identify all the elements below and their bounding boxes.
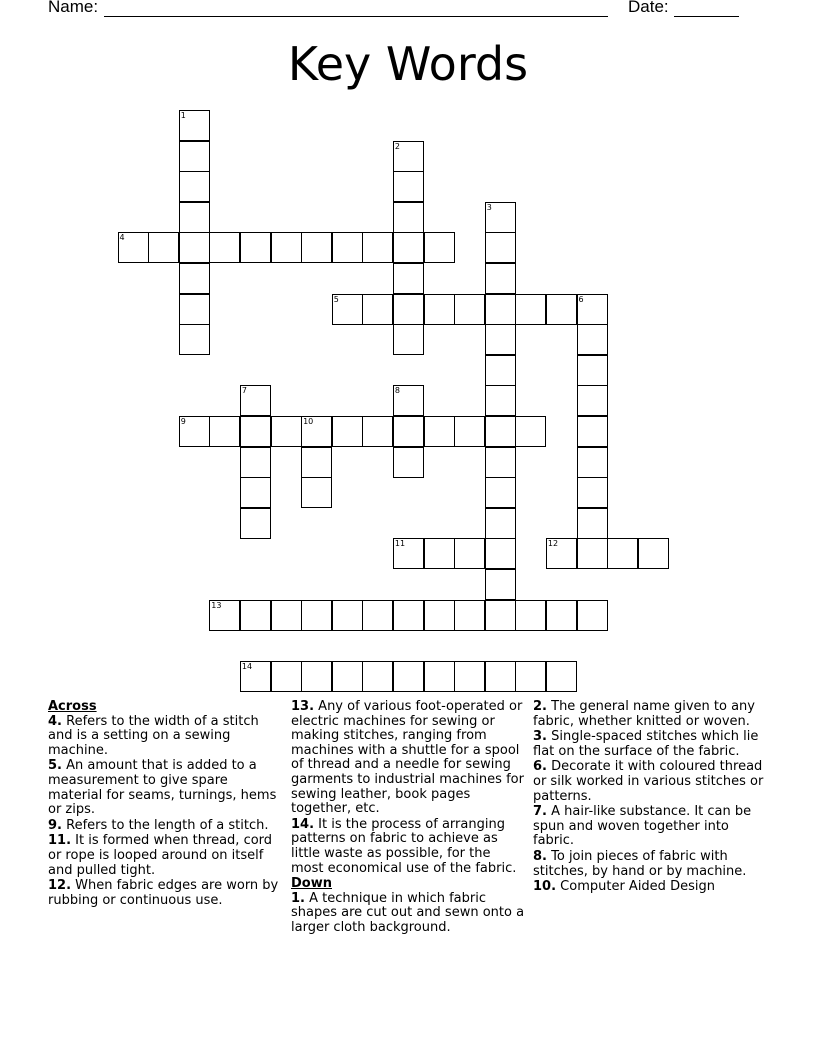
- grid-cell[interactable]: [546, 538, 577, 569]
- grid-cell[interactable]: [485, 232, 516, 263]
- grid-cell[interactable]: [179, 202, 210, 233]
- grid-cell[interactable]: [577, 447, 608, 478]
- grid-cell[interactable]: [332, 232, 363, 263]
- clue-across-14: [291, 818, 527, 876]
- clue-text: When fabric edges are worn by rubbing or continuous use.: [48, 878, 279, 908]
- grid-cell[interactable]: [332, 600, 363, 631]
- grid-cell[interactable]: [393, 141, 424, 172]
- grid-cell[interactable]: [577, 538, 608, 569]
- cell-number: 5: [333, 294, 339, 304]
- clue-number: 3.: [533, 729, 547, 745]
- grid-cell[interactable]: [454, 294, 485, 325]
- clue-across-9: [48, 819, 284, 834]
- grid-cell[interactable]: [577, 324, 608, 355]
- grid-cell[interactable]: [485, 477, 516, 508]
- grid-cell[interactable]: [393, 416, 424, 447]
- clue-text: It is the process of arranging patterns on fabric to achieve as little waste as possible, for the most economical use of the fabric.: [291, 816, 517, 876]
- grid-cell[interactable]: [209, 600, 240, 631]
- grid-cell[interactable]: [301, 600, 332, 631]
- clue-column-1: [48, 700, 284, 909]
- cell-number: 1: [180, 111, 186, 120]
- grid-cell[interactable]: [393, 294, 424, 325]
- clue-text: The general name given to any fabric, whether knitted or woven.: [533, 699, 755, 729]
- clue-text: To join pieces of fabric with stitches, by hand or by machine.: [533, 848, 747, 879]
- clue-number: 4.: [48, 713, 62, 729]
- clue-column-2: [291, 700, 527, 937]
- grid-cell[interactable]: [240, 416, 271, 447]
- grid-cell[interactable]: [485, 324, 516, 355]
- grid-cell[interactable]: [485, 600, 516, 631]
- cell-number: 11: [394, 539, 406, 549]
- grid-cell[interactable]: [577, 477, 608, 508]
- grid-cell[interactable]: [179, 263, 210, 294]
- grid-cell[interactable]: [393, 324, 424, 355]
- clue-across-12: [48, 879, 284, 908]
- grid-cell[interactable]: [393, 538, 424, 569]
- grid-cell[interactable]: [485, 538, 516, 569]
- clue-text: Single-spaced stitches which lie flat on the surface of the fabric.: [533, 729, 759, 759]
- grid-cell[interactable]: [393, 600, 424, 631]
- grid-cell[interactable]: [209, 416, 240, 447]
- clue-number: 6.: [533, 759, 547, 775]
- clue-down-1: [291, 892, 527, 936]
- cell-number: 13: [211, 600, 222, 610]
- clue-down-3: [533, 730, 765, 759]
- grid-cell[interactable]: [393, 263, 424, 294]
- grid-cell[interactable]: [362, 600, 393, 631]
- grid-cell[interactable]: [393, 232, 424, 263]
- grid-cell[interactable]: [271, 416, 302, 447]
- page-title: Key Words: [287, 37, 529, 91]
- grid-cell[interactable]: [515, 600, 546, 631]
- clue-text: An amount that is added to a measurement to give spare material for seams, turnings, hems or zips.: [48, 758, 277, 818]
- grid-cell[interactable]: [362, 232, 393, 263]
- grid-cell[interactable]: [148, 232, 179, 263]
- grid-cell[interactable]: [454, 661, 485, 692]
- grid-cell[interactable]: [546, 294, 577, 325]
- grid-cell[interactable]: [179, 171, 210, 202]
- grid-cell[interactable]: [362, 294, 393, 325]
- grid-cell[interactable]: [209, 232, 240, 263]
- grid-cell[interactable]: [424, 661, 455, 692]
- cell-number: 7: [241, 386, 247, 396]
- grid-cell[interactable]: [362, 416, 393, 447]
- clue-across-5: [48, 759, 284, 817]
- clue-text: Decorate it with coloured thread or silk worked in various stitches or patterns.: [533, 759, 764, 804]
- clue-down-6: [533, 760, 765, 804]
- clue-column-3: [533, 700, 765, 896]
- cell-number: 4: [119, 233, 125, 243]
- grid-cell[interactable]: [485, 416, 516, 447]
- clue-number: 13.: [291, 699, 315, 714]
- grid-cell[interactable]: [179, 324, 210, 355]
- grid-cell[interactable]: [301, 661, 332, 692]
- name-label: Name:: [48, 0, 99, 16]
- date-label: Date:: [628, 0, 669, 16]
- grid-cell[interactable]: [424, 600, 455, 631]
- cell-number: 2: [394, 141, 400, 151]
- clue-number: 1.: [291, 890, 305, 906]
- grid-cell[interactable]: [301, 232, 332, 263]
- cell-number: 6: [578, 294, 584, 304]
- clue-text: Refers to the length of a stitch.: [66, 817, 269, 833]
- clue-number: 11.: [48, 833, 72, 849]
- grid-cell[interactable]: [271, 232, 302, 263]
- clue-number: 14.: [291, 816, 315, 832]
- across-heading: Across: [48, 699, 97, 714]
- down-heading: Down: [291, 876, 332, 892]
- cell-number: 14: [241, 661, 253, 671]
- grid-cell[interactable]: [454, 416, 485, 447]
- grid-cell[interactable]: [240, 508, 271, 539]
- clue-down-7: [533, 805, 765, 849]
- clue-text: A technique in which fabric shapes are cut out and sewn onto a larger cloth background.: [291, 890, 525, 935]
- grid-cell[interactable]: [179, 110, 210, 141]
- grid-cell[interactable]: [454, 600, 485, 631]
- grid-cell[interactable]: [485, 202, 516, 233]
- grid-cell[interactable]: [240, 661, 271, 692]
- grid-cell[interactable]: [577, 416, 608, 447]
- clue-down-8: [533, 850, 765, 879]
- grid-cell[interactable]: [485, 508, 516, 539]
- grid-cell[interactable]: [301, 416, 332, 447]
- grid-cell[interactable]: [546, 661, 577, 692]
- cell-number: 12: [547, 539, 559, 549]
- clue-number: 8.: [533, 848, 547, 864]
- grid-cell[interactable]: [424, 294, 455, 325]
- clue-across-13: [291, 700, 527, 817]
- cell-number: 8: [394, 386, 400, 396]
- clue-number: 10.: [533, 879, 557, 895]
- grid-cell[interactable]: [240, 477, 271, 508]
- grid-cell[interactable]: [332, 661, 363, 692]
- grid-cell[interactable]: [271, 600, 302, 631]
- clue-number: 12.: [48, 878, 72, 894]
- clue-text: Any of various foot-operated or electric machines for sewing or making stitches, ranging from machines with a shuttle for a spool of thread and a needle for sewing garments to industrial machines for sewing leather, book pages together, etc.: [291, 699, 524, 817]
- clue-number: 9.: [48, 817, 62, 833]
- clue-number: 7.: [533, 804, 547, 820]
- clue-text: Refers to the width of a stitch and is a setting on a sewing machine.: [48, 713, 259, 758]
- grid-cell[interactable]: [424, 538, 455, 569]
- grid-cell[interactable]: [577, 508, 608, 539]
- grid-cell[interactable]: [515, 416, 546, 447]
- grid-cell[interactable]: [577, 355, 608, 386]
- grid-cell[interactable]: [577, 385, 608, 416]
- grid-cell[interactable]: [607, 538, 638, 569]
- cell-number: 9: [180, 417, 186, 426]
- grid-cell[interactable]: [301, 447, 332, 478]
- grid-cell[interactable]: [179, 141, 210, 172]
- grid-cell[interactable]: [179, 416, 210, 447]
- grid-cell[interactable]: [577, 600, 608, 631]
- grid-cell[interactable]: [485, 294, 516, 325]
- cell-number: 3: [486, 202, 492, 212]
- clue-down-10: [533, 880, 765, 895]
- grid-cell[interactable]: [393, 661, 424, 692]
- grid-cell[interactable]: [485, 263, 516, 294]
- grid-cell[interactable]: [515, 294, 546, 325]
- grid-cell[interactable]: [485, 447, 516, 478]
- grid-cell[interactable]: [546, 600, 577, 631]
- grid-cell[interactable]: [179, 232, 210, 263]
- grid-cell[interactable]: [515, 661, 546, 692]
- cell-number: 10: [303, 417, 314, 426]
- grid-cell[interactable]: [485, 355, 516, 386]
- clue-down-2: [533, 700, 765, 729]
- grid-cell[interactable]: [362, 661, 393, 692]
- grid-cell[interactable]: [485, 569, 516, 600]
- grid-cell[interactable]: [424, 416, 455, 447]
- grid-cell[interactable]: [454, 538, 485, 569]
- clue-across-4: [48, 715, 284, 759]
- clue-text: A hair-like substance. It can be spun and woven together into fabric.: [533, 804, 752, 849]
- grid-cell[interactable]: [424, 232, 455, 263]
- grid-cell[interactable]: [240, 385, 271, 416]
- clue-across-11: [48, 834, 284, 878]
- grid-cell[interactable]: [393, 202, 424, 233]
- grid-cell[interactable]: [577, 294, 608, 325]
- grid-cell[interactable]: [393, 385, 424, 416]
- grid-cell[interactable]: [240, 447, 271, 478]
- clue-text: It is formed when thread, cord or rope is looped around on itself and pulled tight.: [48, 833, 273, 878]
- clue-number: 5.: [48, 758, 62, 774]
- clue-number: 2.: [533, 699, 547, 714]
- grid-cell[interactable]: [118, 232, 149, 263]
- grid-cell[interactable]: [332, 416, 363, 447]
- grid-cell[interactable]: [240, 600, 271, 631]
- grid-cell[interactable]: [301, 477, 332, 508]
- grid-cell[interactable]: [271, 661, 302, 692]
- grid-cell[interactable]: [485, 385, 516, 416]
- grid-cell[interactable]: [240, 232, 271, 263]
- clue-text: Computer Aided Design: [560, 879, 715, 895]
- grid-cell[interactable]: [332, 294, 363, 325]
- grid-cell[interactable]: [393, 447, 424, 478]
- grid-cell[interactable]: [485, 661, 516, 692]
- grid-cell[interactable]: [393, 171, 424, 202]
- grid-cell[interactable]: [179, 294, 210, 325]
- grid-cell[interactable]: [638, 538, 669, 569]
